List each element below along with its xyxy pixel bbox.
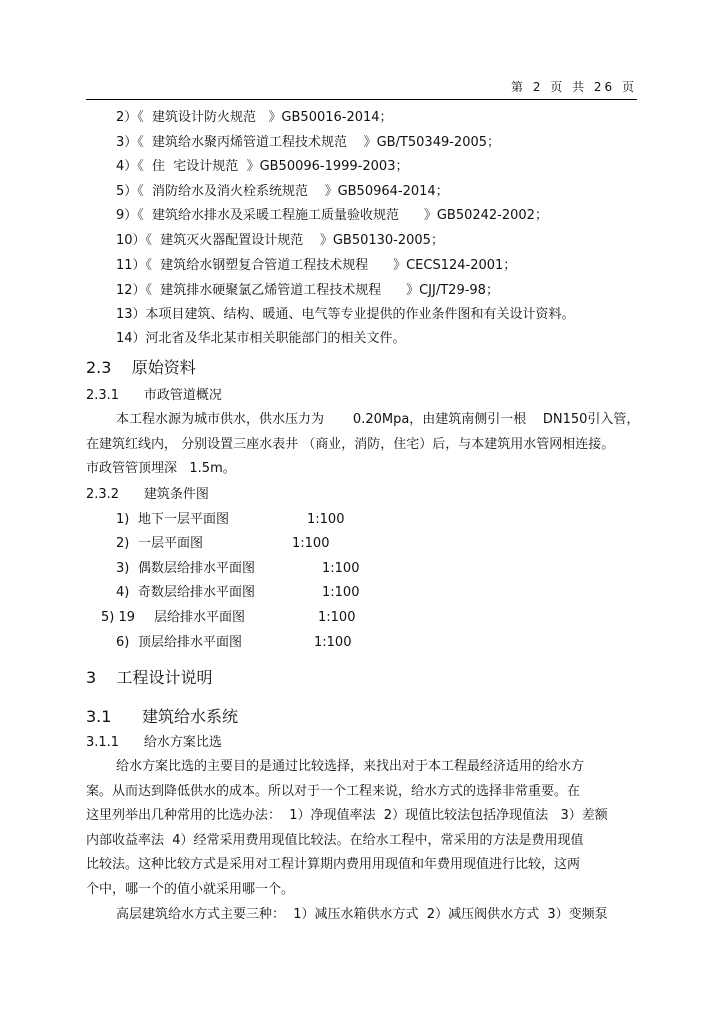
drawing-number: 5) 19 (101, 610, 136, 625)
drawing-scale: 1:100 (314, 635, 352, 650)
standard-item: 5）《 消防给水及消火栓系统规范 》GB50964-2014； (116, 184, 449, 199)
section-2-3-2-heading: 2.3.2 建筑条件图 (86, 487, 209, 502)
section-3-1-heading: 3.1 建筑给水系统 (86, 707, 238, 726)
header-rule (86, 99, 637, 100)
drawing-scale: 1:100 (318, 610, 356, 625)
paragraph-line: 本工程水源为城市供水，供水压力为 0.20Mpa，由建筑南侧引一根 DN150引入管， (116, 412, 640, 427)
paragraph-line: 市政管管顶埋深 1.5m。 (86, 461, 236, 476)
paragraph-line: 比较法。这种比较方式是采用对工程计算期内费用用现值和年费用现值进行比较，这两 (86, 857, 581, 872)
paragraph-line: 在建筑红线内， 分别设置三座水表井 （商业，消防，住宅）后，与本建筑用水管网相连接。 (86, 437, 615, 452)
drawing-name: 一层平面图 (138, 536, 204, 551)
standard-item: 14）河北省及华北某市相关职能部门的相关文件。 (116, 331, 406, 346)
section-2-3-heading: 2.3 原始资料 (86, 358, 196, 377)
paragraph-line: 个中，哪一个的值小就采用哪一个。 (86, 882, 295, 897)
drawing-number: 6) (116, 635, 130, 650)
drawing-number: 2) (116, 536, 130, 551)
standard-item: 13）本项目建筑、结构、暖通、电气等专业提供的作业条件图和有关设计资料。 (116, 307, 575, 322)
standard-item: 9）《 建筑给水排水及采暖工程施工质量验收规范 》GB50242-2002； (116, 208, 548, 223)
page-number-header: 第 2 页 共 26 页 (511, 80, 637, 94)
section-2-3-1-heading: 2.3.1 市政管道概况 (86, 388, 222, 403)
paragraph-line: 这里列举出几种常用的比选办法： 1）净现值率法 2）现值比较法包括净现值法 3）差额 (86, 808, 608, 823)
drawing-name: 偶数层给排水平面图 (138, 561, 256, 576)
section-3-heading: 3 工程设计说明 (86, 668, 213, 687)
drawing-number: 3) (116, 561, 130, 576)
drawing-number: 4) (116, 585, 130, 600)
drawing-name: 奇数层给排水平面图 (138, 585, 256, 600)
standard-item: 4）《 住 宅设计规范 》GB50096-1999-2003； (116, 159, 409, 174)
standard-item: 12）《 建筑排水硬聚氯乙烯管道工程技术规程 》CJJ/T29-98； (116, 283, 499, 298)
drawing-name: 地下一层平面图 (138, 512, 230, 527)
standard-item: 11）《 建筑给水钢塑复合管道工程技术规程 》CECS124-2001； (116, 258, 517, 273)
paragraph-line: 高层建筑给水方式主要三种： 1）减压水箱供水方式 2）减压阀供水方式 3）变频泵 (116, 907, 608, 922)
drawing-name: 层给排水平面图 (154, 610, 246, 625)
paragraph-line: 案。从而达到降低供水的成本。所以对于一个工程来说，给水方式的选择非常重要。在 (86, 784, 581, 799)
drawing-name: 顶层给排水平面图 (138, 635, 243, 650)
drawing-number: 1) (116, 512, 130, 527)
paragraph-line: 给水方案比选的主要目的是通过比较选择，来找出对于本工程最经济适用的给水方 (116, 759, 585, 774)
standard-item: 3）《 建筑给水聚丙烯管道工程技术规范 》GB/T50349-2005； (116, 135, 501, 150)
drawing-scale: 1:100 (322, 561, 360, 576)
standard-item: 2）《 建筑设计防火规范 》GB50016-2014； (116, 110, 393, 125)
drawing-scale: 1:100 (307, 512, 345, 527)
standard-item: 10）《 建筑灭火器配置设计规范 》GB50130-2005； (116, 233, 444, 248)
paragraph-line: 内部收益率法 4）经常采用费用现值比较法。在给水工程中，常采用的方法是费用现值 (86, 833, 584, 848)
section-3-1-1-heading: 3.1.1 给水方案比选 (86, 735, 222, 750)
drawing-scale: 1:100 (322, 585, 360, 600)
drawing-scale: 1:100 (292, 536, 330, 551)
